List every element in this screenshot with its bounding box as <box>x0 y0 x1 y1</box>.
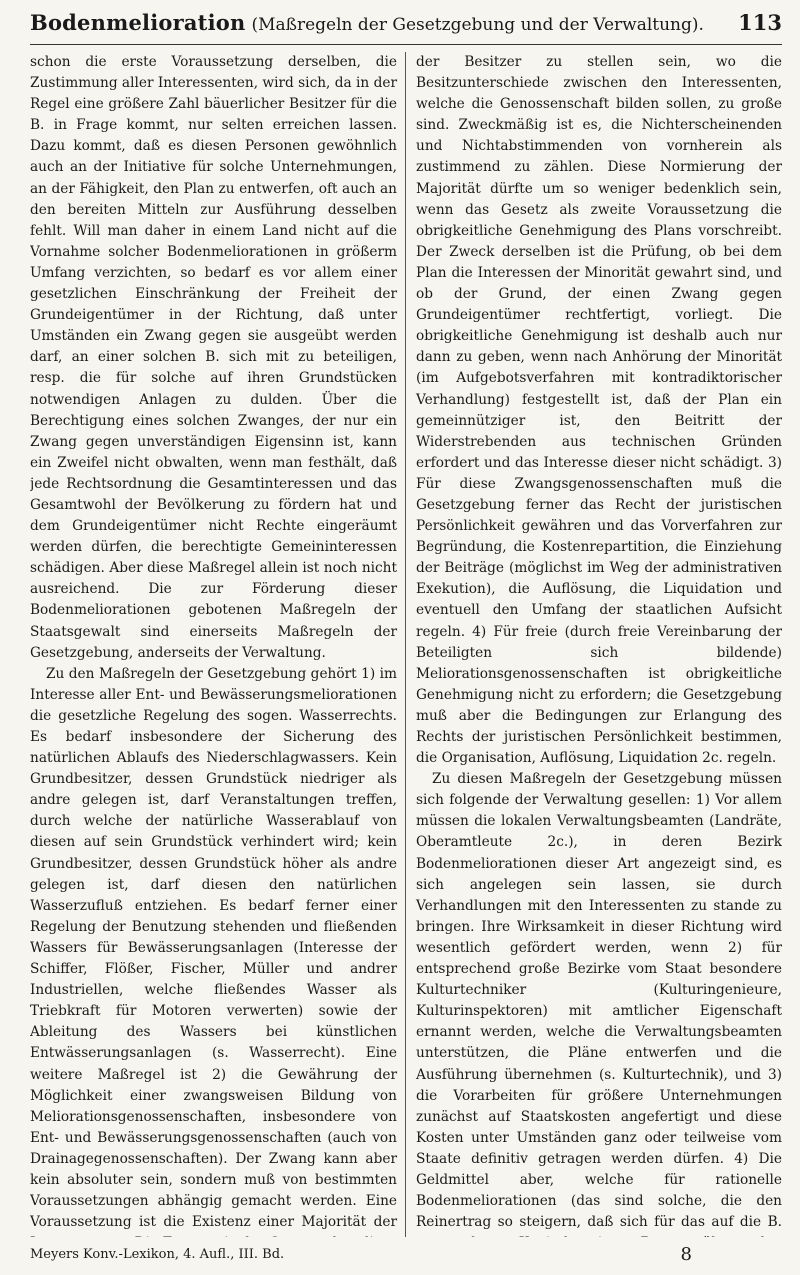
signature-mark: 8 <box>680 1243 692 1265</box>
paragraph: Zu den Maßregeln der Gesetzgebung gehört 1) im Interesse aller Ent- und Bewässerungsmeliorationen die gesetzliche Regelung des sogen. Wasserrechts. Es bedarf insbesondere der Sicherung des natürlichen Ablaufs des Niederschlagwassers. Kein Grundbesitzer, dessen Grundstück niedriger als andre gelegen ist, darf Veranstaltungen treffen, durch welche der natürliche Wasserablauf von diesen auf sein Grundstück verhindert wird; kein Grundbesitzer, dessen Grundstück höher als andre gelegen ist, darf diesen den natürlichen Wasserzufluß entziehen. Es bedarf ferner einer Regelung der Benutzung stehenden und fließenden Wassers für Bewässerungsanlagen (Interesse der Schiffer, Flößer, Fischer, Müller und andrer Industriellen, welche fließendes Wasser als Triebkraft für Motoren verwerten) sowie der Ableitung des Wassers bei künstlichen Entwässerungsanlagen (s. Wasserrecht). Eine weitere Maßregel ist 2) die Gewährung der Möglichkeit einer zwangsweisen Bildung von Meliorationsgenossenschaften, insbesondere von Ent- und Bewässerungsgenossenschaften (auch von Drainagegenossenschaften). Der Zwang kann aber kein absoluter sein, sondern muß von bestimmten Voraussetzungen abhängig gemacht werden. Eine Voraussetzung ist die Existenz einer Majorität der <box>30 665 397 1231</box>
running-head: Bodenmelioration <box>30 10 246 35</box>
paragraph: Zu diesen Maßregeln der Gesetzgebung müssen sich folgende der Verwaltung gesellen: 1) Vor allem müssen die lokalen Verwaltungsbeamten (Landräte, Oberamtleute 2c.), in deren Bezirk Bodenmeliorationen dieser Art angezeigt sind, es sich angelegen sein lassen, sie durch Verhandlungen mit den Interessenten zu stande zu bringen. Ihre Wirksamkeit in dieser Richtung wird wesentlich gefördert werden, wenn 2) für entsprechend große Bezirke vom Staat besondere Kulturtechniker (Kulturingenieure, Kulturinspektoren) mit amtlicher Eigenschaft ernannt werden, welche die Verwaltungsbeamten unterstützen, die Pläne entwerfen und die Ausführung übernehmen (s. Kulturtechnik), und 3) die Vorarbeiten für größere Unternehmungen zunächst auf Staatskosten angefertigt und diese Kosten unter Umständen ganz oder teilweise vom Staate definitiv getragen werden dürfen. 4) Die Geldmittel aber, welche für rationelle Bodenmeliorationen (das sind solche, die den Reinertrag so steigern, daß sich für das auf die B. <box>416 771 782 1231</box>
left-column <box>30 52 406 1237</box>
right-column <box>406 52 782 1237</box>
page-number: 113 <box>738 10 782 35</box>
page-header <box>30 10 782 45</box>
page-footer <box>30 1241 782 1267</box>
source-line: Meyers Konv.-Lexikon, 4. Aufl., III. Bd. <box>30 1246 285 1262</box>
text-columns <box>30 52 782 1237</box>
running-subtitle: (Maßregeln der Gesetzgebung und der Verwaltung). <box>251 15 704 35</box>
paragraph: der Besitzer zu stellen sein, wo die Besitzunterschiede zwischen den Interessenten, welche die Genossenschaft bilden sollen, zu große sind. Zweckmäßig ist es, die Nichterscheinenden und Nichtabstimmenden von vornherein als zustimmend zu zählen. Diese Normierung der Majorität dürfte um so weniger bedenklich sein, wenn das Gesetz als zweite Voraussetzung die obrigkeitliche Genehmigung des Plans vorschreibt. Der Zweck derselben ist die Prüfung, ob bei dem Plan die Interessen der Minorität gewahrt sind, und ob der Grund, der einen Zwang gegen Grundeigentümer rechtfertigt, vorliegt. Die obrigkeitliche Genehmigung ist deshalb auch nur dann zu geben, wenn nach Anhörung der Minorität (im Aufgebotsverfahren mit kontradiktorischer Verhandlung) festgestellt ist, daß der Plan ein gemeinnütziger ist, den Beitritt der Widerstrebenden aus technischen Gründen erfordert und das Interesse dieser nicht schädigt. 3) Für diese Zwangsgenossenschaften muß die Gesetzgebung ferner das Recht der juristischen Persönlichkeit gewähren und das Vorverfahren zur Begründung, die Kostenrepartition, die Einziehung der Beiträge (möglichst im Weg der administrativen Exekution), die Auflösung, die Liquidation und eventuell den Umfang der staatlichen Aufsicht regeln. 4) Für freie (durch freie Vereinbarung der Beteiligten sich bildende) Meliorationsgenossenschaften ist obrigkeitliche Genehmigung nicht zu erfordern; die Gesetzgebung muß aber die Bedingungen zur Erlangung des Rechts der juristischen Persönlichkeit bestimmen, die Organisation, Auflösung, Liquidation 2c. regeln. <box>416 54 782 767</box>
paragraph: schon die erste Voraussetzung derselben, die Zustimmung aller Interessenten, wird sich, da in der Regel eine größere Zahl bäuerlicher Besitzer für die B. in Frage kommt, nur selten erreichen lassen. Dazu kommt, daß es diesen Personen gewöhnlich auch an der Initiative für solche Unternehmungen, an der Fähigkeit, den Plan zu entwerfen, oft auch an den bereiten Mitteln zur Ausführung desselben fehlt. Will man daher in einem Land nicht auf die Vornahme solcher Bodenmeliorationen in größerm Umfang verzichten, so bedarf es vor allem einer gesetzlichen Einschränkung der Freiheit der Grundeigentümer in der Richtung, daß unter Umständen ein Zwang gegen sie ausgeübt werden darf, an einer solchen B. sich mit zu beteiligen, resp. die für solche auf ihren Grundstücken notwendigen Anlagen zu dulden. Über die Berechtigung eines solchen Zwanges, der nur ein Zwang gegen unverständigen Eigensinn ist, kann ein Zweifel nicht obwalten, wenn man festhält, daß jede Rechtsordnung die Gesamtinteressen und das Gesamtwohl der Bevölkerung zu fördern hat und dem Grundeigentümer nicht Rechte eingeräumt werden dürfen, die berechtigte Gemeininteressen schädigen. Aber diese Maßregel allein ist noch nicht ausreichend. Die zur Förderung dieser Bodenmeliorationen gebotenen Maßregeln der Staatsgewalt sind einerseits Maßregeln der Gesetzgebung, anderseits der Verwaltung. <box>30 54 397 661</box>
